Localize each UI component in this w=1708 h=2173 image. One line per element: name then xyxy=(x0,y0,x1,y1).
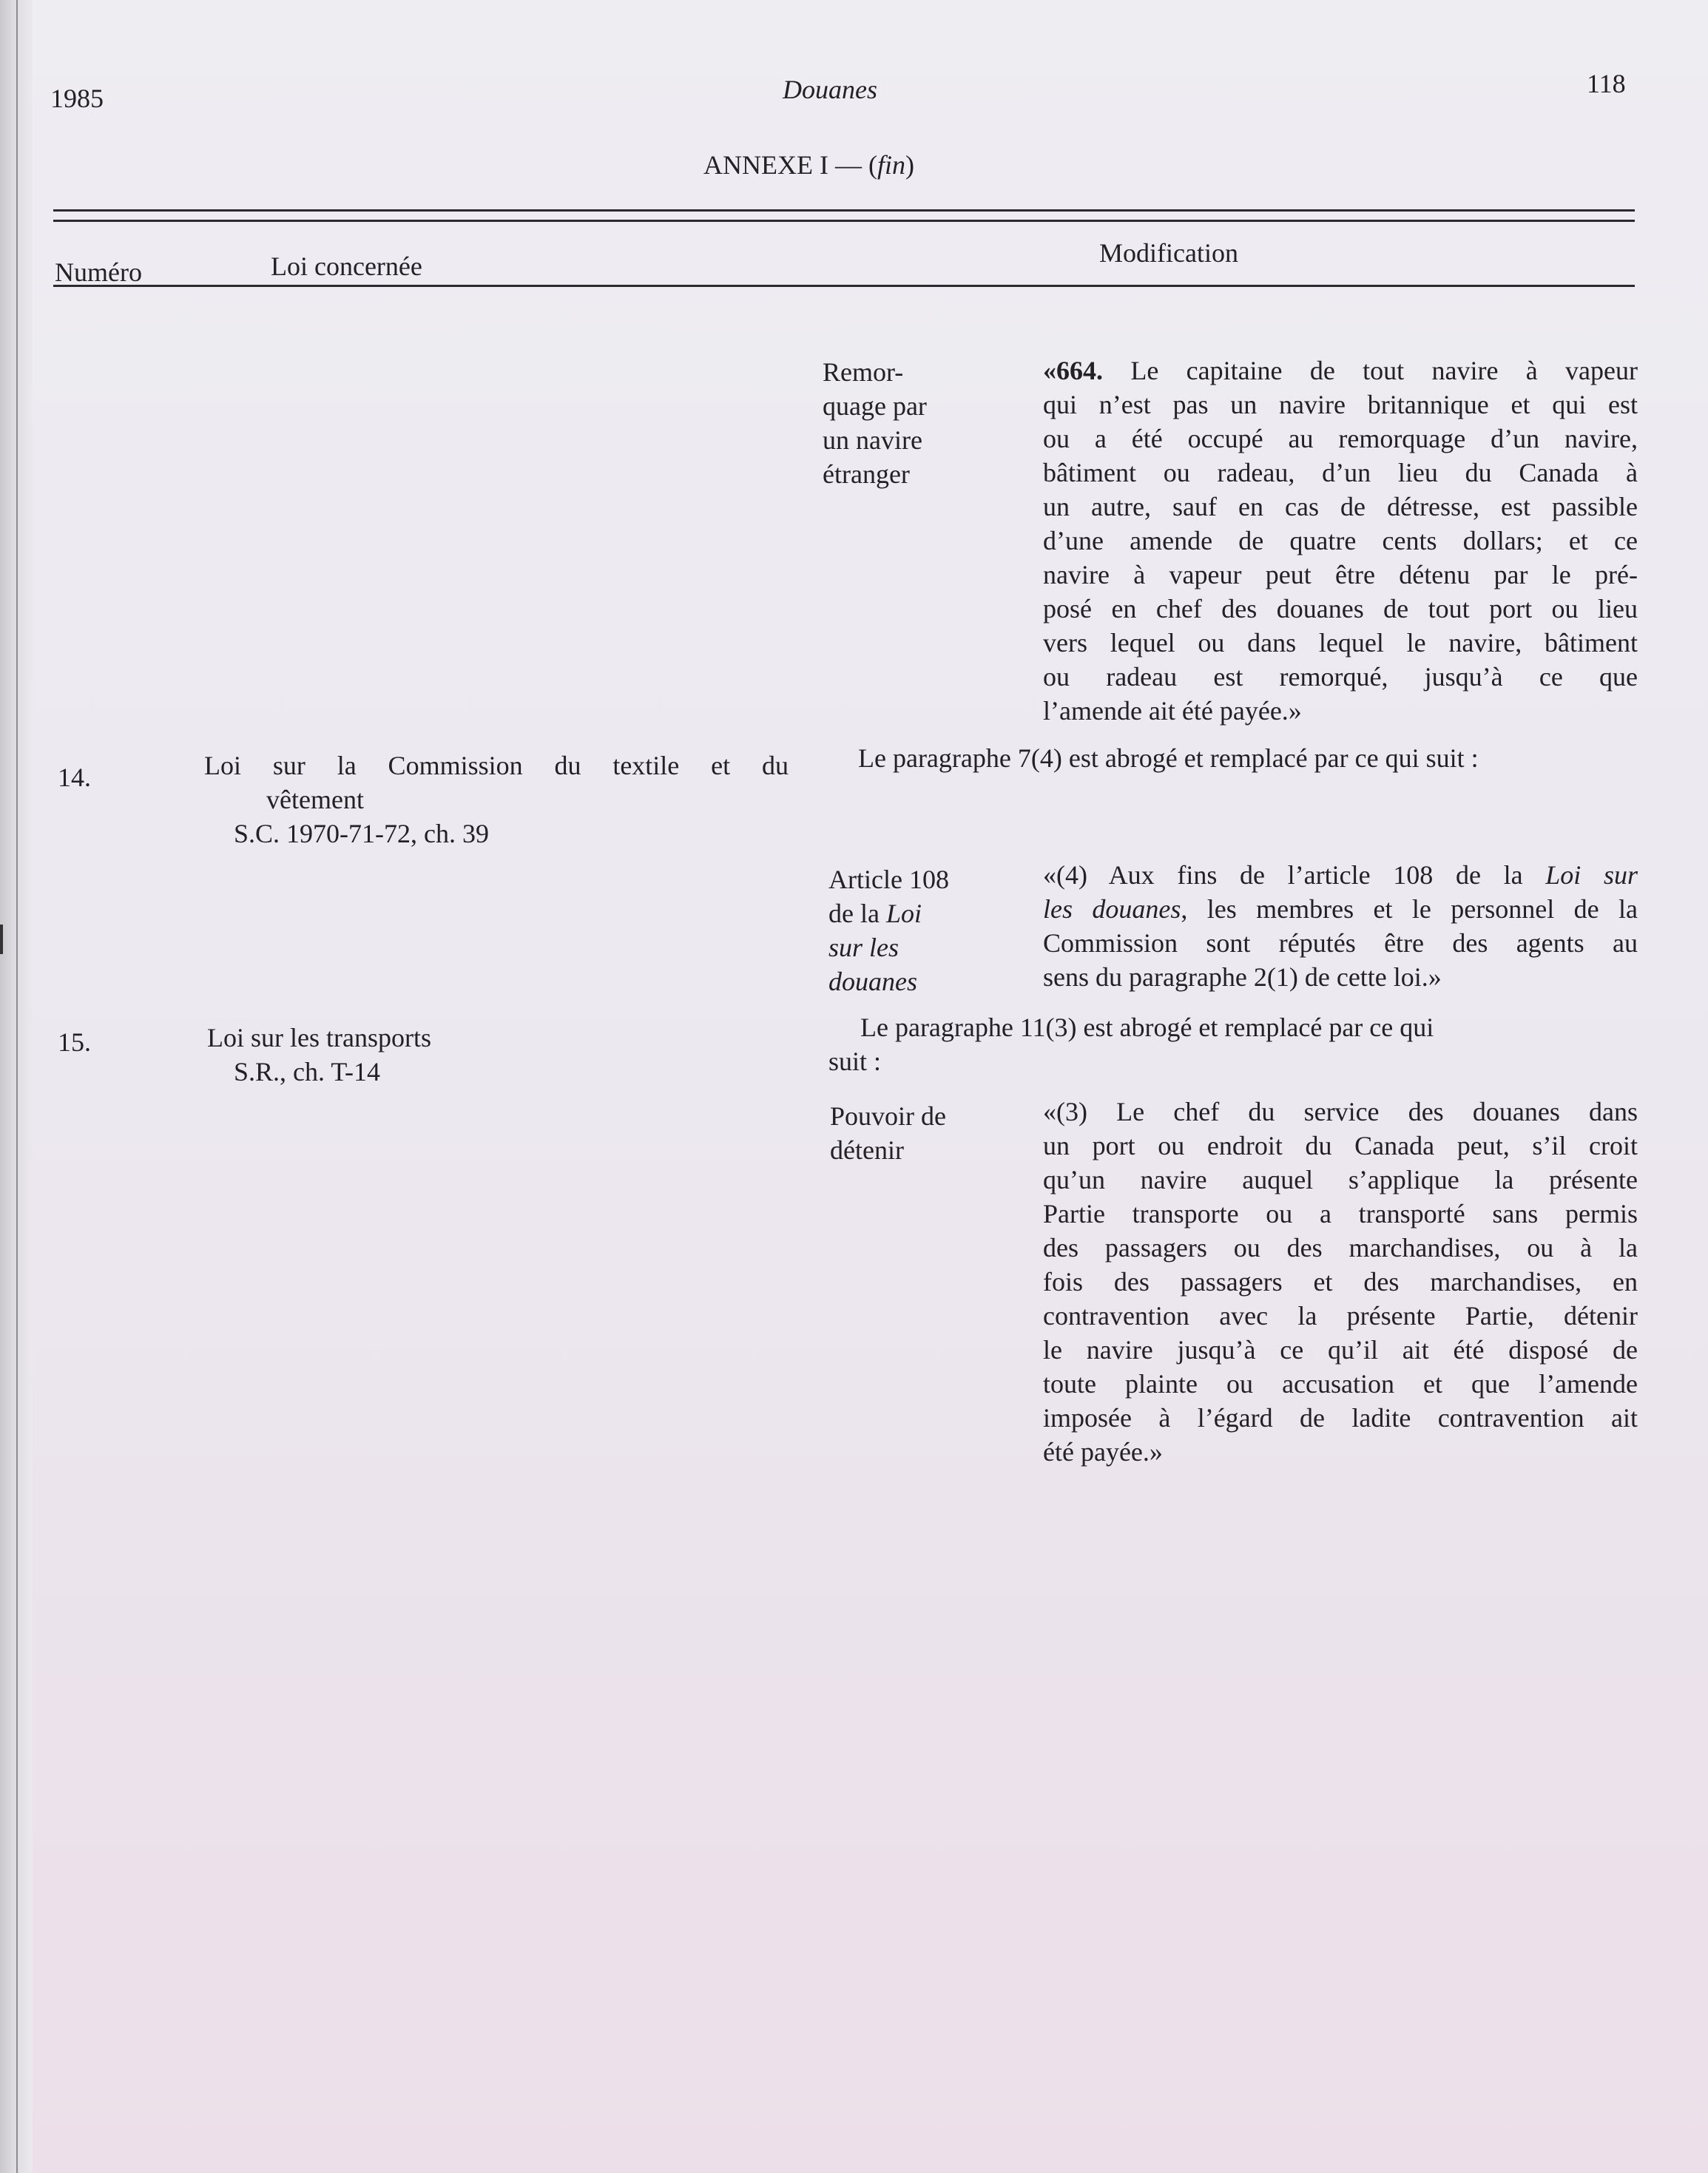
column-header-modification: Modification xyxy=(1099,238,1238,268)
header-year: 1985 xyxy=(50,84,104,113)
row14-law: Loi sur la Commission du textile et du vêtement S.C. 1970-71-72, ch. 39 xyxy=(204,751,789,848)
header-title: Douanes xyxy=(783,75,877,104)
header-page-number: 118 xyxy=(1587,69,1626,98)
row15-instruction: Le paragraphe 11(3) est abrogé et remplacé par ce qui suit : xyxy=(828,1013,1434,1076)
margin-mark xyxy=(0,925,3,954)
row14-marginal-note: Article 108 de la Loi sur les douanes xyxy=(828,865,949,996)
row15-law: Loi sur les transports S.R., ch. T-14 xyxy=(207,1023,431,1086)
row15-number: 15. xyxy=(58,1027,91,1057)
row13-marginal-note: Remor- quage par un navire étranger xyxy=(823,357,927,489)
row13-amendment-text: «664. Le capitaine de tout navire à vapeur qui n’est pas un navire britannique et qui est ou a été occupé au remorquage d’un navire, bâtiment ou radeau, d’un lieu du Canada à un autre, sauf en cas de détresse, est passible d’une amende de quatre cents dollars; et ce navire à vapeur peut être détenu par le pré- posé en chef des douanes de tout port ou lieu vers lequel ou dans lequel le navire, bâtiment ou radeau est remorqué, jusqu’à ce que l’amende ait été payée.» xyxy=(1043,356,1638,726)
table-top-rule-1 xyxy=(53,209,1635,212)
column-header-loi: Loi concernée xyxy=(271,251,422,281)
column-header-numero: Numéro xyxy=(55,257,142,287)
row15-marginal-note: Pouvoir de détenir xyxy=(830,1101,946,1165)
table-top-rule-2 xyxy=(53,220,1635,222)
binding-line xyxy=(16,0,18,2173)
row15-amendment-text: «(3) Le chef du service des douanes dans un port ou endroit du Canada peut, s’il croit qu’un navire auquel s’applique la présente Partie transporte ou a transporté sans permis des passagers ou des marchandises, ou à la fois des passagers et des marchandises, en contravention avec la présente Partie, détenir le navire jusqu’à ce qu’il ait été disposé de toute plainte ou accusation et que l’amende imposée à l’égard de ladite contravention ait été payée.» xyxy=(1043,1097,1638,1467)
row14-amendment-text: «(4) Aux fins de l’article 108 de la Loi sur les douanes, les membres et le personnel de la Commission sont réputés être des agents au sens du paragraphe 2(1) de cette loi.» xyxy=(1043,860,1638,992)
row14-number: 14. xyxy=(58,763,91,792)
table-header-rule xyxy=(53,285,1635,287)
annex-heading: ANNEXE I — (fin) xyxy=(703,150,914,180)
row14-instruction: Le paragraphe 7(4) est abrogé et remplacé par ce qui suit : xyxy=(858,743,1479,773)
